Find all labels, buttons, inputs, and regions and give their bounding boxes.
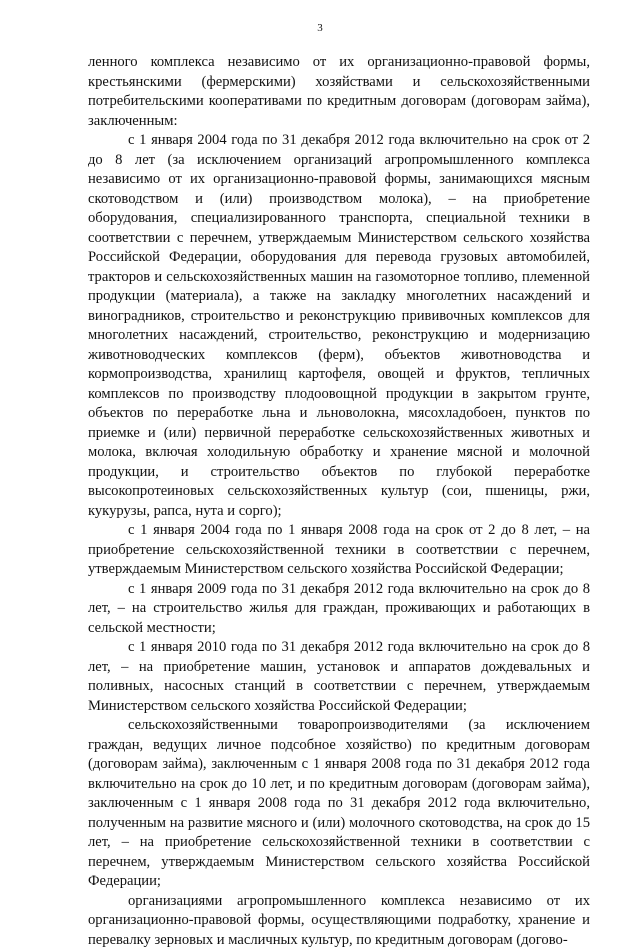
body-text [88,53,590,950]
paragraph-2009-2012: с 1 января 2009 года по 31 декабря 2012 года включительно на срок до 8 лет, – на строительство жилья для граждан, проживающих и работающих в сельской местности; [88,580,590,639]
paragraph-grain-organizations: организациями агропромышленного комплекса независимо от их организационно-правовой формы, осуществляющими подработку, хранение и перевалку зерновых и масличных культур, по кредитным договорам (догово- [88,892,590,950]
paragraph-producers: сельскохозяйственными товаропроизводителями (за исключением граждан, ведущих личное подсобное хозяйство) по кредитным договорам (договорам займа), заключенным с 1 января 2008 года по 31 декабря 2012 года включительно на срок до 10 лет, и по кредитным договорам (договорам займа), заключенным с 1 января 2008 года по 31 декабря 2012 года включительно, полученным на развитие мясного и (или) молочного скотоводства, на срок до 15 лет, – на приобретение сельскохозяйственной техники в соответствии с перечнем, утверждаемым Министерством сельского хозяйства Российской Федерации; [88,716,590,892]
paragraph-2004-2012: с 1 января 2004 года по 31 декабря 2012 года включительно на срок от 2 до 8 лет (за исключением организаций агропромышленного комплекса независимо от их организационно-правовой формы, занимающихся мясным скотоводством и (или) производством молока), – на приобретение оборудования, специализированного транспорта, специальной техники в соответствии с перечнем, утверждаемым Министерством сельского хозяйства Российской Федерации, оборудования для перевода грузовых автомобилей, тракторов и сельскохозяйственных машин на газомоторное топливо, племенной продукции (материала), а также на закладку многолетних насаждений и виноградников, строительство и реконструкцию прививочных комплексов для многолетних насаждений, строительство, реконструкцию и модернизацию животноводческих комплексов (ферм), объектов животноводства и кормопроизводства, хранилищ картофеля, овощей и фруктов, тепличных комплексов по производству плодоовощной продукции в закрытом грунте, объектов по переработке льна и льноволокна, мясохладобоен, пунктов по приемке и (или) первичной переработке сельскохозяйственных животных и молока, включая холодильную обработку и хранение мясной и молочной продукции, и строительство объектов по глубокой переработке высокопротеиновых сельскохозяйственных культур (сои, пшеницы, ржи, кукурузы, рапса, нута и сорго); [88,131,590,521]
paragraph-2010-2012: с 1 января 2010 года по 31 декабря 2012 года включительно на срок до 8 лет, – на приобретение машин, установок и аппаратов дождевальных и поливных, насосных станций в соответствии с перечнем, утверждаемым Министерством сельского хозяйства Российской Федерации; [88,638,590,716]
paragraph-2004-2008: с 1 января 2004 года по 1 января 2008 года на срок от 2 до 8 лет, – на приобретение сельскохозяйственной техники в соответствии с перечнем, утверждаемым Министерством сельского хозяйства Российской Федерации; [88,521,590,580]
paragraph-continuation: ленного комплекса независимо от их организационно-правовой формы, крестьянскими (фермерскими) хозяйствами и сельскохозяйственными потребительскими кооперативами по кредитным договорам (договорам займа), заключенным: [88,53,590,131]
page-number: 3 [0,22,640,34]
